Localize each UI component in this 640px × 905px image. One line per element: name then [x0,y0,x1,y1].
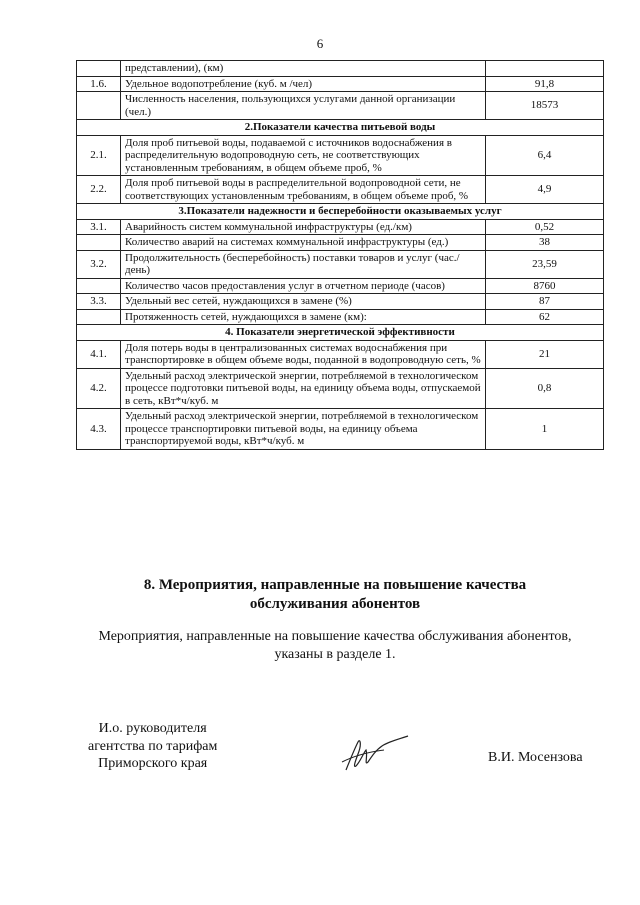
row-number [77,309,121,325]
indicator-name: Аварийность систем коммунальной инфраструктуры (ед./км) [121,219,486,235]
table-row [77,340,604,368]
signatory-title [88,720,217,773]
row-number: 4.1. [77,340,121,368]
section-title: 4. Показатели энергетической эффективности [77,325,604,341]
indicator-value: 62 [486,309,604,325]
row-number: 3.3. [77,294,121,310]
signatory-line2: агентства по тарифам [88,738,218,754]
row-number: 1.6. [77,76,121,92]
indicator-value: 38 [486,235,604,251]
section-8-heading [60,576,610,614]
indicator-name: Численность населения, пользующихся услугами данной организации (чел.) [121,92,486,120]
signatory-line1: И.о. руководителя [98,721,207,736]
row-number: 4.2. [77,368,121,409]
paragraph-line2: указаны в разделе 1. [274,647,396,662]
indicator-value: 6,4 [486,135,604,176]
section-title: 3.Показатели надежности и бесперебойности оказываемых услуг [77,204,604,220]
row-number: 3.2. [77,250,121,278]
indicators-table [76,60,604,450]
table-row [77,309,604,325]
row-number [77,235,121,251]
table-row [77,61,604,77]
indicator-value: 23,59 [486,250,604,278]
indicator-value [486,61,604,77]
row-number [77,92,121,120]
table-row [77,409,604,450]
indicator-name: Доля потерь воды в централизованных системах водоснабжения при транспортировке в общем объеме воды, поданной в водопроводную сеть, % [121,340,486,368]
row-number: 2.2. [77,176,121,204]
handwritten-signature [338,732,412,776]
indicator-name: Удельное водопотребление (куб. м /чел) [121,76,486,92]
table-row [77,235,604,251]
table-row [77,176,604,204]
indicator-name: Удельный вес сетей, нуждающихся в замене (%) [121,294,486,310]
section-8-heading-line1: 8. Мероприятия, направленные на повышение качества [143,577,527,593]
paragraph-line1: Мероприятия, направленные на повышение качества обслуживания абонентов, [98,629,572,644]
indicator-value: 18573 [486,92,604,120]
indicator-value: 0,8 [486,368,604,409]
indicator-value: 8760 [486,278,604,294]
indicators-table-body [77,61,604,450]
row-number: 3.1. [77,219,121,235]
table-row [77,135,604,176]
section-title: 2.Показатели качества питьевой воды [77,120,604,136]
indicator-value: 4,9 [486,176,604,204]
page-number: 6 [316,36,324,51]
section-header-row [77,325,604,341]
table-row [77,92,604,120]
section-8-heading-line2: обслуживания абонентов [249,596,421,612]
indicator-name: Удельный расход электрической энергии, потребляемой в технологическом процессе подготовки питьевой воды, на единицу объема воды, отпускаемой в сеть, кВт*ч/куб. м [121,368,486,409]
indicator-name: Доля проб питьевой воды в распределительной водопроводной сети, не соответствующих установленным требованиям, в общем объеме проб, % [121,176,486,204]
section-header-row [77,204,604,220]
section-8-paragraph [70,628,600,664]
row-number [77,61,121,77]
indicator-name: Количество часов предоставления услуг в отчетном периоде (часов) [121,278,486,294]
indicator-name: Количество аварий на системах коммунальной инфраструктуры (ед.) [121,235,486,251]
table-row [77,368,604,409]
indicator-value: 87 [486,294,604,310]
section-header-row [77,120,604,136]
table-row [77,250,604,278]
row-number: 4.3. [77,409,121,450]
signatory-line3: Приморского края [98,756,208,771]
table-row [77,76,604,92]
indicator-name: Продолжительность (бесперебойность) поставки товаров и услуг (час./день) [121,250,486,278]
table-row [77,294,604,310]
table-row [77,219,604,235]
indicator-value: 1 [486,409,604,450]
table-row [77,278,604,294]
indicator-name: Доля проб питьевой воды, подаваемой с источников водоснабжения в распределительную водопроводную сеть, не соответствующих установленным требованиям, в общем объеме проб, % [121,135,486,176]
indicator-value: 21 [486,340,604,368]
indicator-value: 0,52 [486,219,604,235]
indicator-value: 91,8 [486,76,604,92]
row-number: 2.1. [77,135,121,176]
indicator-name: представлении), (км) [121,61,486,77]
indicator-name: Протяженность сетей, нуждающихся в замене (км): [121,309,486,325]
row-number [77,278,121,294]
signatory-name: В.И. Мосензова [488,750,583,765]
indicator-name: Удельный расход электрической энергии, потребляемой в технологическом процессе транспортировки питьевой воды, на единицу объема транспортируемой воды, кВт*ч/куб. м [121,409,486,450]
